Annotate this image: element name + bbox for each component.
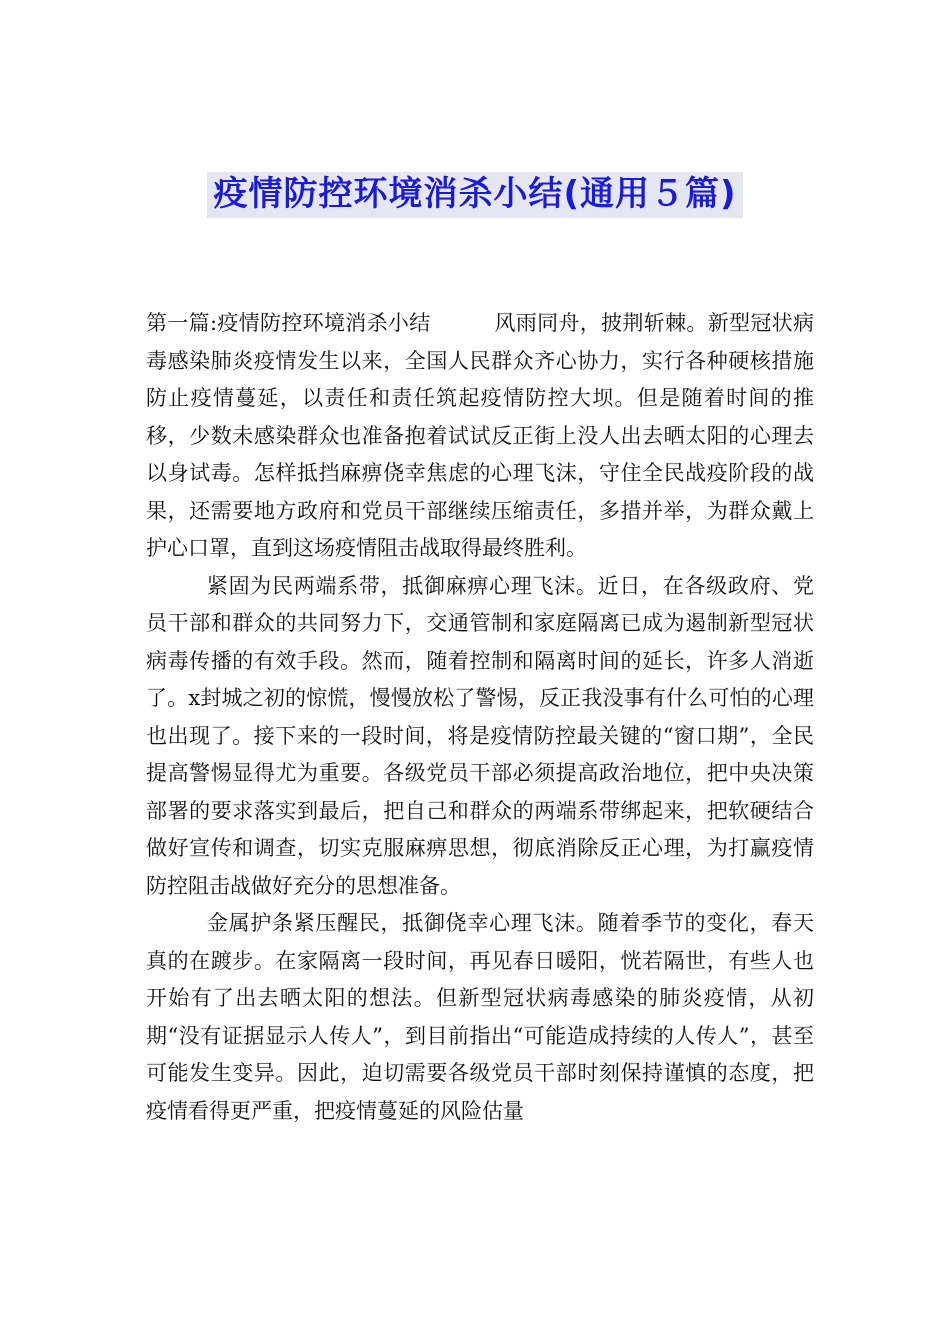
document-title: 疫情防控环境消杀小结(通用５篇)	[207, 172, 742, 218]
paragraph-1: 第一篇:疫情防控环境消杀小结 风雨同舟，披荆斩棘。新型冠状病毒感染肺炎疫情发生以来，全国人民群众齐心协力，实行各种硬核措施防止疫情蔓延，以责任和责任筑起疫情防控大坝。但是随着时间的推移，少数未感染群众也准备抱着试试反正街上没人出去晒太阳的心理去以身试毒。怎样抵挡麻痹侥幸焦虑的心理飞沫，守住全民战疫阶段的战果，还需要地方政府和党员干部继续压缩责任，多措并举，为群众戴上护心口罩，直到这场疫情阻击战取得最终胜利。	[146, 311, 814, 560]
paragraph-2: 紧固为民两端系带，抵御麻痹心理飞沫。近日，在各级政府、党员干部和群众的共同努力下，交通管制和家庭隔离已成为遏制新型冠状病毒传播的有效手段。然而，随着控制和隔离时间的延长，许多人消逝了。x封城之初的惊慌，慢慢放松了警惕，反正我没事有什么可怕的心理也出现了。接下来的一段时间，将是疫情防控最关键的“窗口期”，全民提高警惕显得尤为重要。各级党员干部必须提高政治地位，把中央决策部署的要求落实到最后，把自己和群众的两端系带绑起来，把软硬结合做好宣传和调查，切实克服麻痹思想，彻底消除反正心理，为打赢疫情防控阻击战做好充分的思想准备。	[146, 573, 814, 898]
document-title-wrapper	[0, 172, 950, 218]
paragraph-3: 金属护条紧压醒民，抵御侥幸心理飞沫。随着季节的变化，春天真的在踱步。在家隔离一段时间，再见春日暖阳，恍若隔世，有些人也开始有了出去晒太阳的想法。但新型冠状病毒感染的肺炎疫情，从初期“没有证据显示人传人”，到目前指出“可能造成持续的人传人”，甚至可能发生变异。因此，迫切需要各级党员干部时刻保持谨慎的态度，把疫情看得更严重，把疫情蔓延的风险估量	[146, 911, 814, 1123]
document-body	[146, 305, 814, 1130]
